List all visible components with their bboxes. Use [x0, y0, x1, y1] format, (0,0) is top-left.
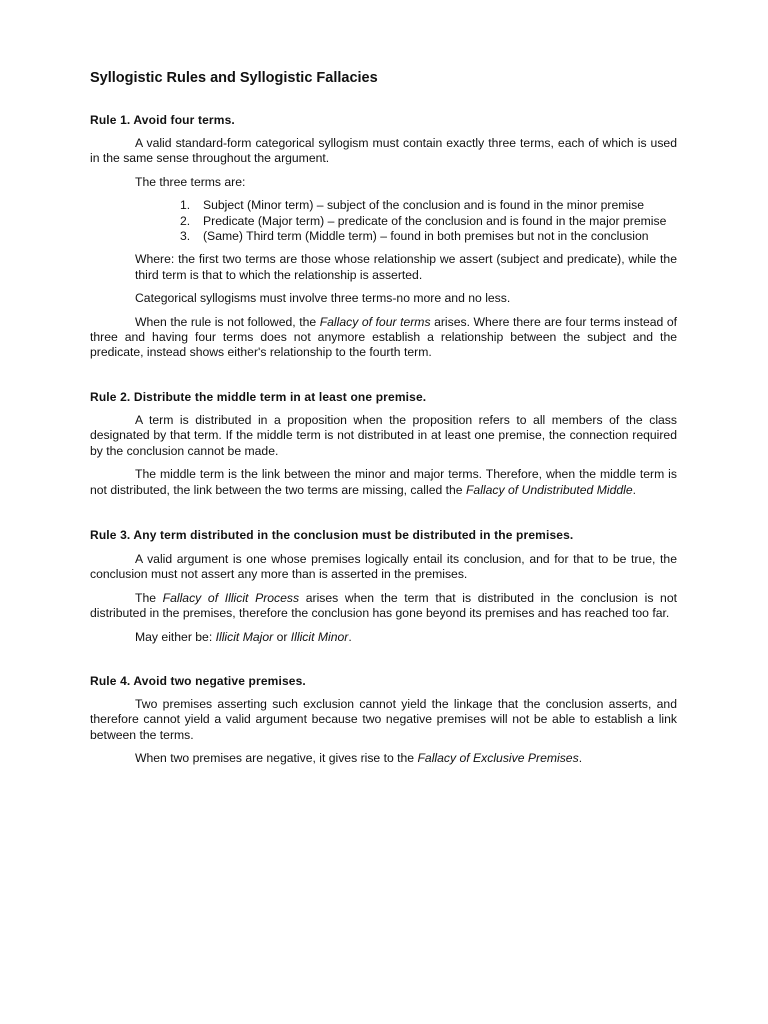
text-run: . — [578, 751, 583, 766]
list-item-number: 1. — [180, 198, 191, 213]
list-item-text: Subject (Minor term) – subject of the conclusion and is found in the minor premise — [203, 198, 644, 213]
list-item-number: 2. — [180, 213, 191, 228]
rule-4-paragraph-1: Two premises asserting such exclusion cannot yield the linkage that the conclusion asserts, and therefore cannot yield a valid argument because two negative premises will not be able to establish a link between the terms. — [90, 696, 677, 742]
list-item-text: (Same) Third term (Middle term) – found in both premises but not in the conclusion — [203, 229, 649, 244]
text-run: . — [632, 482, 637, 497]
rule-1-paragraph-1: A valid standard-form categorical syllogism must contain exactly three terms, each of which is used in the same sense throughout the argument. — [90, 136, 677, 166]
rule-3-heading-text: Rule 3. Any term distributed in the conclusion must be distributed in the premises. — [90, 527, 574, 542]
fallacy-name: Fallacy of Undistributed Middle — [465, 482, 633, 497]
text-run: arises. Where there are four terms instead of three and having four terms does not anymore establish a relationship between the subject and the predicate, instead shows either's relationship to the fourth term. — [90, 314, 677, 360]
fallacy-name: Illicit Major — [215, 629, 274, 644]
rule-3-paragraph-2 — [90, 591, 677, 622]
rule-4-paragraph-2 — [90, 751, 677, 766]
list-item-number: 3. — [180, 229, 191, 244]
rule-4-heading: Rule 4. Avoid two negative premises. — [90, 673, 306, 688]
text-run: The — [135, 590, 163, 605]
text-run: . — [348, 629, 352, 644]
rule-3-heading — [90, 527, 677, 543]
document-title: Syllogistic Rules and Syllogistic Fallacies — [90, 70, 378, 86]
rule-2-heading: Rule 2. Distribute the middle term in at least one premise. — [90, 389, 427, 404]
text-run: arises when the term that is distributed in the conclusion is not distributed in the premises, therefore the conclusion has gone beyond its premises and has reached too far. — [90, 590, 678, 621]
rule-1-paragraph-3: Where: the first two terms are those whose relationship we assert (subject and predicate), while the third term is that to which the relationship is asserted. — [135, 252, 677, 282]
fallacy-name: Fallacy of Illicit Process — [162, 590, 300, 605]
text-run: When the rule is not followed, the — [135, 314, 320, 329]
fallacy-name: Illicit Minor — [290, 629, 349, 644]
fallacy-name: Fallacy of Exclusive Premises — [417, 751, 579, 766]
text-run: or — [273, 629, 291, 644]
text-run: When two premises are negative, it gives rise to the — [135, 751, 418, 766]
rule-2-paragraph-1: A term is distributed in a proposition when the proposition refers to all members of the class designated by that term. If the middle term is not distributed in at least one premise, the connection required by the conclusion cannot be made. — [90, 412, 677, 458]
text-run: The middle term is the link between the minor and major terms. Therefore, when the middle term is not distributed, the link between the two terms are missing, called the — [90, 467, 677, 497]
rule-1-heading: Rule 1. Avoid four terms. — [90, 113, 235, 127]
list-item — [90, 198, 677, 213]
rule-3-paragraph-1: A valid argument is one whose premises logically entail its conclusion, and for that to be true, the conclusion must not assert any more than is asserted in the premises. — [90, 551, 677, 582]
rule-1-paragraph-4: Categorical syllogisms must involve three terms-no more and no less. — [135, 291, 511, 306]
rule-2-paragraph-2 — [90, 467, 677, 498]
fallacy-name: Fallacy of four terms — [319, 314, 431, 329]
list-item — [90, 214, 677, 229]
rule-1-paragraph-5 — [90, 315, 677, 361]
rule-1-paragraph-2: The three terms are: — [135, 174, 246, 189]
text-run: May either be: — [135, 629, 216, 644]
list-item-text: Predicate (Major term) – predicate of the conclusion and is found in the major premise — [203, 213, 667, 228]
document-body — [90, 70, 677, 775]
rule-3-paragraph-3 — [90, 630, 677, 645]
three-terms-list — [90, 198, 677, 244]
list-item — [90, 229, 677, 244]
